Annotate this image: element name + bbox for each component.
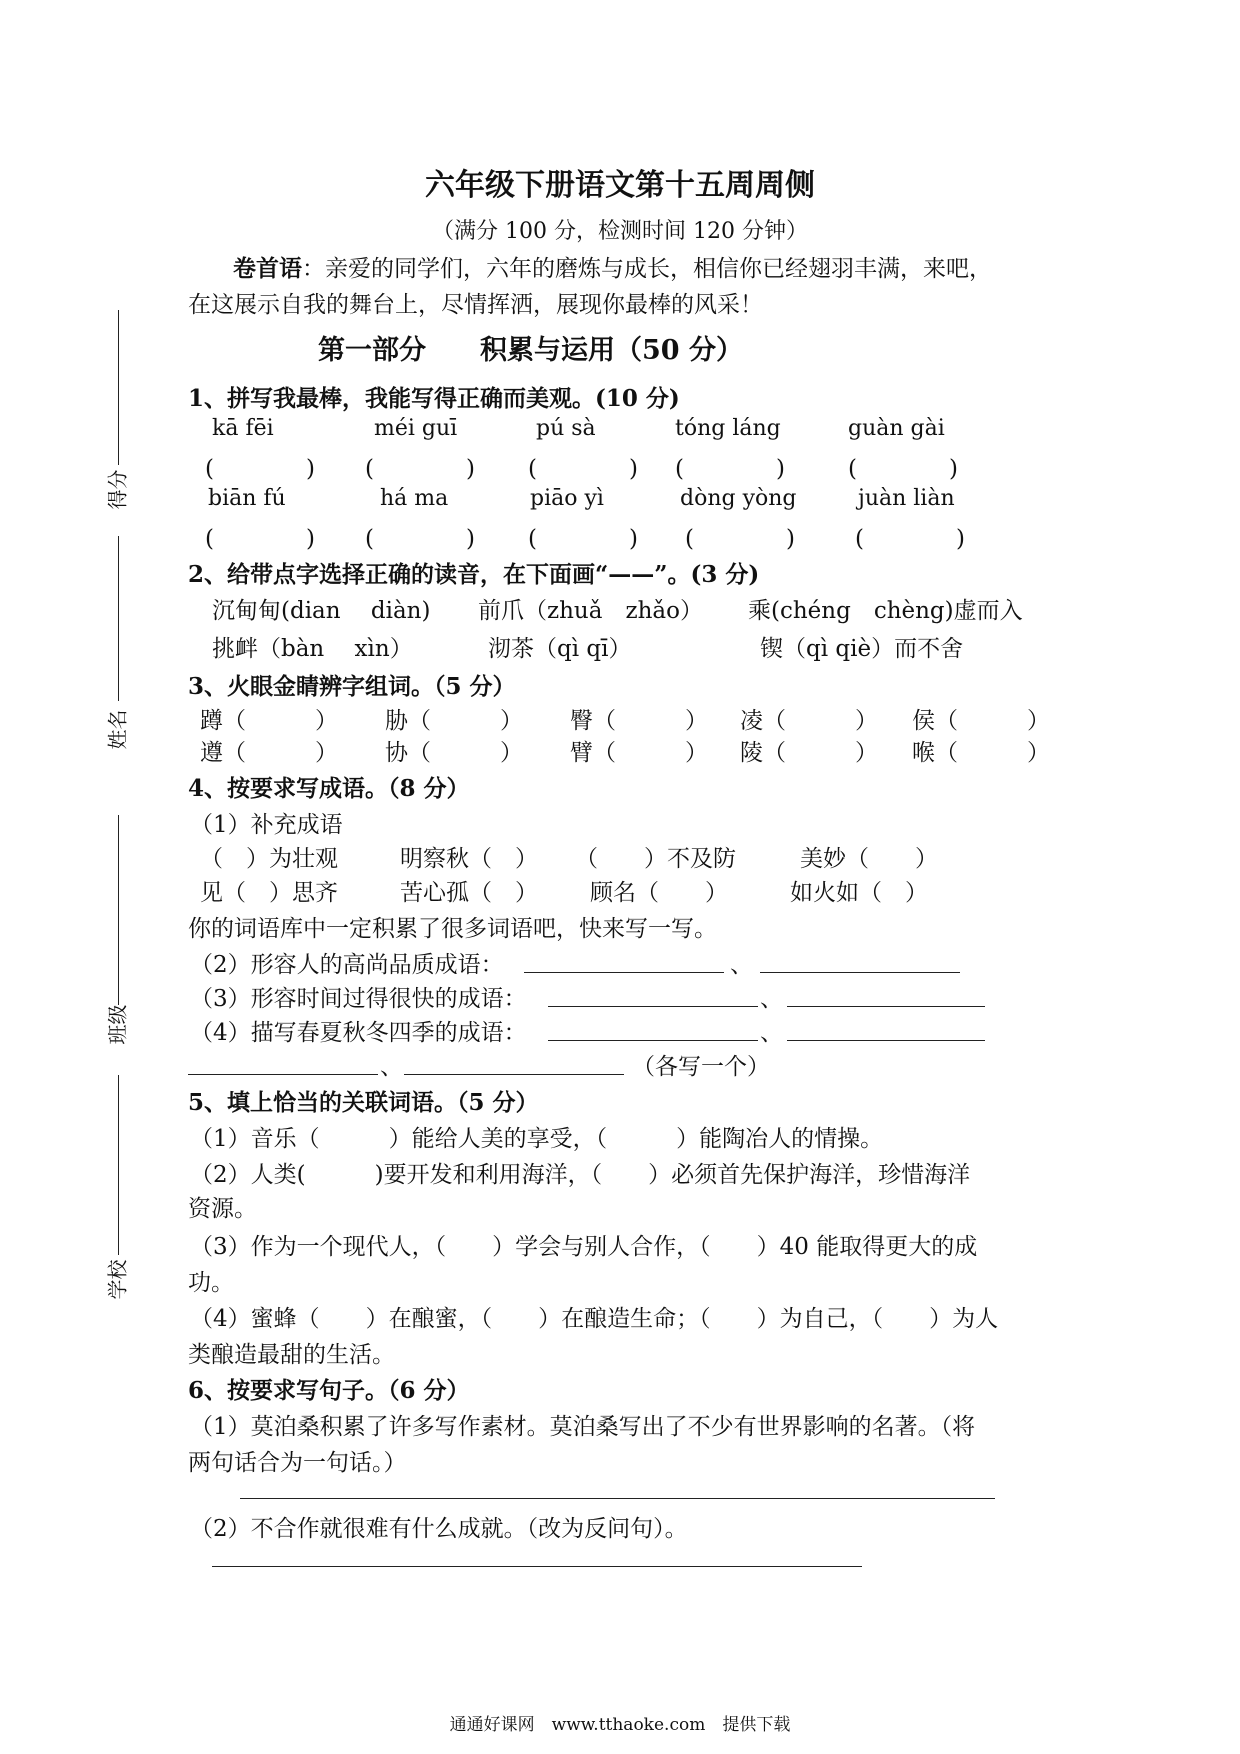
pinyin: biān fú	[208, 486, 286, 511]
answer-line[interactable]	[188, 1074, 378, 1075]
q5-line-4: （4）蜜蜂（ ）在酿蜜，（ ）在酿造生命；（ ）为自己，（ ）为人	[190, 1306, 999, 1332]
pinyin: juàn liàn	[858, 486, 955, 511]
side-label-score: 得分	[105, 469, 130, 510]
q5-line-3: （3）作为一个现代人，（ ）学会与别人合作，（ ）40 能取得更大的成	[190, 1234, 978, 1260]
answer-blank[interactable]: ( )	[848, 456, 958, 482]
question-2-title: 2、给带点字选择正确的读音，在下面画“——”。(3 分)	[188, 561, 760, 588]
pinyin: tóng láng	[675, 416, 781, 441]
q5-line-3-cont: 功。	[188, 1270, 234, 1296]
q4-sub3: （3）形容时间过得很快的成语：	[190, 986, 527, 1012]
char-blank[interactable]: 陵（ ）	[740, 740, 878, 766]
reading-item: 挑衅（bàn xìn）	[212, 636, 413, 662]
char-blank[interactable]: 胁（ ）	[385, 708, 523, 734]
answer-line[interactable]	[787, 1040, 985, 1041]
pinyin: méi guī	[374, 416, 458, 441]
q4-sub4: （4）描写春夏秋冬四季的成语：	[190, 1020, 527, 1046]
separator: 、	[380, 1054, 403, 1080]
preface-line-2: 在这展示自我的舞台上，尽情挥洒，展现你最棒的风采！	[188, 292, 763, 318]
pinyin: piāo yì	[530, 486, 604, 511]
question-3-title: 3、火眼金睛辨字组词。（5 分）	[188, 673, 516, 700]
question-5-title: 5、填上恰当的关联词语。（5 分）	[188, 1089, 539, 1116]
reading-item: 乘(chéng chèng)虚而入	[748, 598, 1023, 624]
char-blank[interactable]: 臀（ ）	[570, 708, 708, 734]
char-blank[interactable]: 侯（ ）	[912, 708, 1050, 734]
separator: 、	[730, 952, 753, 978]
q4-sub1: （1）补充成语	[190, 812, 343, 838]
answer-line[interactable]	[548, 1040, 758, 1041]
answer-line[interactable]	[548, 1006, 758, 1007]
char-blank[interactable]: 喉（ ）	[912, 740, 1050, 766]
answer-blank[interactable]: ( )	[205, 456, 315, 482]
q4-sub2: （2）形容人的高尚品质成语：	[190, 952, 504, 978]
pinyin: há ma	[380, 486, 449, 511]
answer-line[interactable]	[404, 1074, 624, 1075]
separator: 、	[760, 986, 783, 1012]
answer-blank[interactable]: ( )	[528, 456, 638, 482]
binding-line	[118, 536, 119, 701]
q6-line-2: （2）不合作就很难有什么成就。（改为反问句）。	[190, 1516, 688, 1542]
q5-line-4-cont: 类酿造最甜的生活。	[188, 1342, 395, 1368]
preface-label: 卷首语	[233, 255, 302, 282]
question-1-title: 1、拼写我最棒，我能写得正确而美观。(10 分)	[188, 385, 680, 412]
answer-blank[interactable]: ( )	[205, 526, 315, 552]
question-6-title: 6、按要求写句子。（6 分）	[188, 1377, 470, 1404]
reading-item: 沉甸甸(dian diàn)	[212, 598, 431, 624]
answer-blank[interactable]: ( )	[528, 526, 638, 552]
q6-line-1-cont: 两句话合为一句话。）	[188, 1450, 407, 1476]
side-label-school: 学校	[105, 1259, 130, 1300]
question-4-title: 4、按要求写成语。（8 分）	[188, 775, 470, 802]
reading-item: 沏茶（qì qī）	[488, 636, 632, 662]
answer-blank[interactable]: ( )	[365, 526, 475, 552]
section-heading: 第一部分 积累与运用（50 分）	[318, 335, 743, 366]
idiom-blank[interactable]: 美妙（ ）	[800, 846, 938, 872]
char-blank[interactable]: 凌（ ）	[740, 708, 878, 734]
char-blank[interactable]: 蹲（ ）	[200, 708, 338, 734]
preface-line-1	[233, 250, 992, 283]
answer-line[interactable]	[240, 1498, 995, 1499]
idiom-blank[interactable]: 明察秋（ ）	[400, 846, 538, 872]
q6-line-1: （1）莫泊桑积累了许多写作素材。莫泊桑写出了不少有世界影响的名著。（将	[190, 1414, 976, 1440]
answer-line[interactable]	[212, 1566, 862, 1567]
q5-line-2-cont: 资源。	[188, 1196, 257, 1222]
char-blank[interactable]: 协（ ）	[385, 740, 523, 766]
preface-text-1: ：亲爱的同学们，六年的磨炼与成长，相信你已经翅羽丰满，来吧，	[302, 256, 992, 282]
page-title: 六年级下册语文第十五周周侧	[425, 168, 815, 203]
side-label-class: 班级	[105, 1004, 130, 1045]
binding-line	[118, 310, 119, 465]
pinyin: dòng yòng	[680, 486, 797, 511]
pinyin: pú sà	[536, 416, 596, 441]
footer-credit: 通通好课网 www.tthaoke.com 提供下载	[449, 1715, 791, 1735]
char-blank[interactable]: 臂（ ）	[570, 740, 708, 766]
idiom-blank[interactable]: （ ）不及防	[575, 846, 736, 872]
separator: 、	[760, 1020, 783, 1046]
idiom-blank[interactable]: 顾名（ ）	[590, 880, 728, 906]
answer-blank[interactable]: ( )	[365, 456, 475, 482]
answer-line[interactable]	[787, 1006, 985, 1007]
reading-item: 前爪（zhuǎ zhǎo）	[478, 598, 703, 624]
idiom-blank[interactable]: 苦心孤（ ）	[400, 880, 538, 906]
reading-item: 锲（qì qiè）而不舍	[760, 636, 964, 662]
idiom-blank[interactable]: 如火如（ ）	[790, 880, 928, 906]
binding-line	[118, 815, 119, 1005]
pinyin: kā fēi	[212, 416, 274, 441]
binding-line	[118, 1075, 119, 1255]
q4-note: （各写一个）	[632, 1054, 770, 1080]
char-blank[interactable]: 遵（ ）	[200, 740, 338, 766]
idiom-blank[interactable]: （ ）为壮观	[200, 846, 338, 872]
q4-intro: 你的词语库中一定积累了很多词语吧，快来写一写。	[188, 916, 717, 942]
answer-line[interactable]	[524, 972, 724, 973]
idiom-blank[interactable]: 见（ ）思齐	[200, 880, 338, 906]
answer-blank[interactable]: ( )	[855, 526, 965, 552]
answer-blank[interactable]: ( )	[685, 526, 795, 552]
q5-line-2: （2）人类( )要开发和利用海洋，（ ）必须首先保护海洋，珍惜海洋	[190, 1162, 971, 1188]
side-label-name: 姓名	[105, 709, 130, 750]
page-subtitle: （满分 100 分，检测时间 120 分钟）	[432, 219, 808, 244]
answer-line[interactable]	[760, 972, 960, 973]
q5-line-1: （1）音乐（ ）能给人美的享受，（ ）能陶冶人的情操。	[190, 1126, 884, 1152]
pinyin: guàn gài	[848, 416, 945, 441]
answer-blank[interactable]: ( )	[675, 456, 785, 482]
